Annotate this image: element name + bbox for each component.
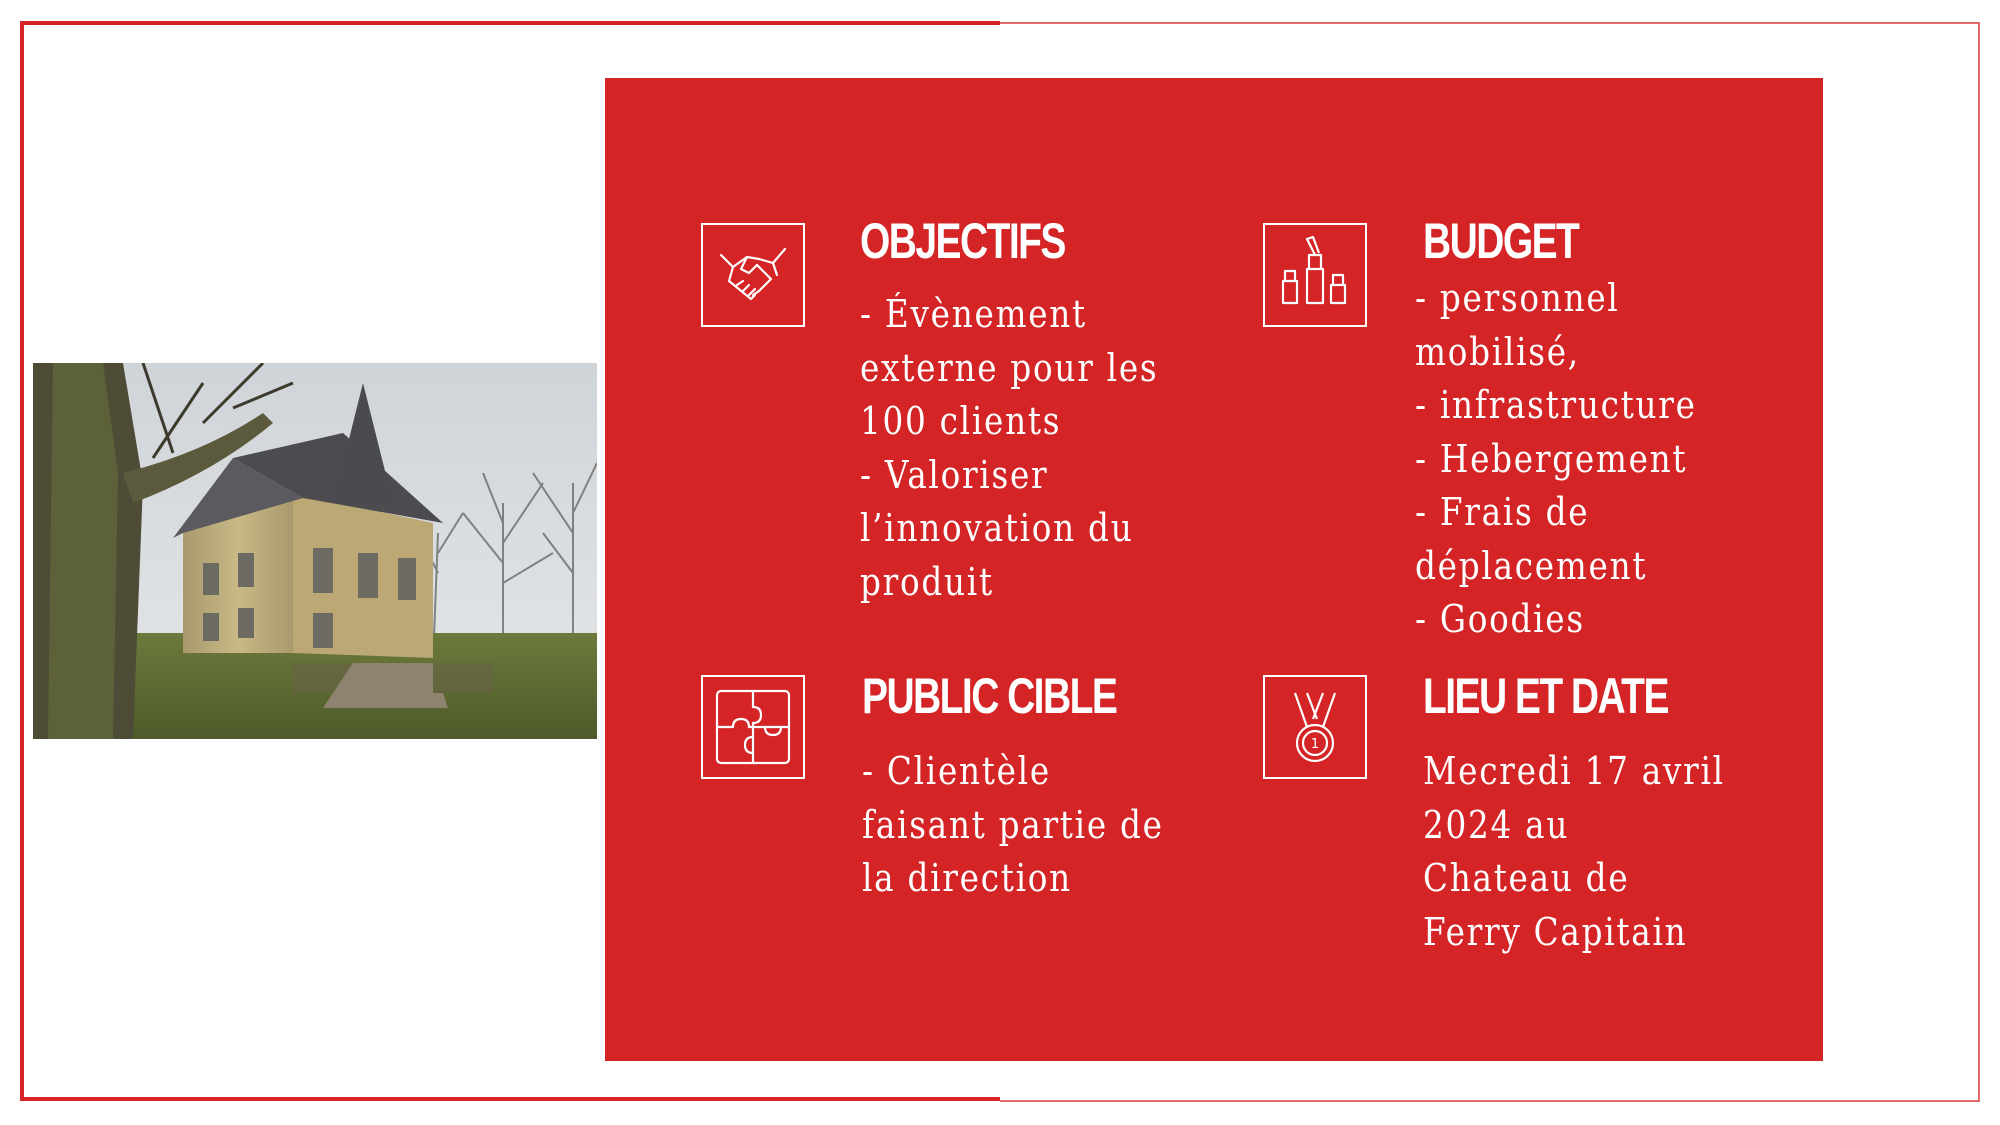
public-cible-text: - Clientèle faisant partie de la direction [862,749,1164,900]
medal-number: 1 [1310,737,1320,752]
puzzle-icon [701,675,805,779]
raised-fists-icon [1263,223,1367,327]
info-panel [605,78,1823,1061]
lieu-date-text: Mecredi 17 avril 2024 au Chateau de Ferry Capitain [1423,749,1725,954]
medal-icon [1263,675,1367,779]
budget-title: BUDGET [1423,213,1579,269]
chateau-photo [33,363,597,739]
public-cible-title: PUBLIC CIBLE [862,668,1117,724]
budget-text: - personnel mobilisé, - infrastructure - Hebergement - Frais de déplacement - Goodies [1415,276,1697,641]
lieu-date-title: LIEU ET DATE [1423,668,1668,724]
objectifs-text: - Évènement externe pour les 100 clients - Valoriser l’innovation du produit [860,292,1159,604]
handshake-icon [701,223,805,327]
objectifs-title: OBJECTIFS [860,213,1065,269]
